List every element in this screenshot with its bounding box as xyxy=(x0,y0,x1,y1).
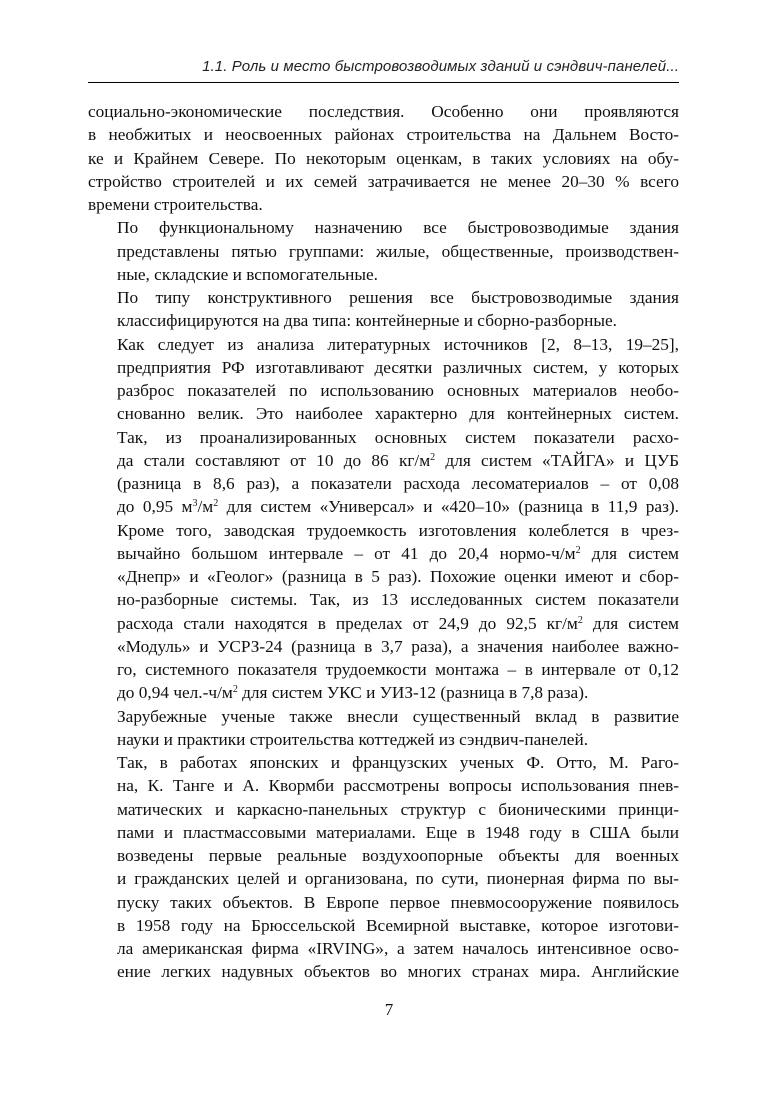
text-line: вычайно большом интервале – от 41 до 20,4 нормо-$ч/м^2$ для систем xyxy=(117,543,679,563)
text-line: го, системного показателя трудоемкости монтажа – в интервале от 0,12 xyxy=(117,660,679,679)
text-line: «Днепр» и «Геолог» (разница в 5 раз). Похожие оценки имеют и сбор- xyxy=(117,567,679,586)
paragraph xyxy=(88,100,679,216)
paragraph xyxy=(88,286,679,333)
text-line: По типу конструктивного решения все быстровозводимые здания xyxy=(117,288,679,307)
header-rule xyxy=(88,82,679,83)
text-line: и гражданских целей и организована, по сути, пионерная фирма по вы- xyxy=(117,869,679,889)
paragraph xyxy=(88,751,679,984)
paragraph xyxy=(88,216,679,286)
text-line: ке и Крайнем Севере. По некоторым оценкам, в таких условиях на обу- xyxy=(88,148,679,168)
text-line: до 0,95 $м^3/м^2$ для систем «Универсал» и «420–10» (разница в 11,9 раз). xyxy=(117,497,679,517)
text-line: в 1958 году на Брюссельской Всемирной выставке, которое изготови- xyxy=(117,915,679,935)
body-text xyxy=(88,100,679,984)
text-line: стройство строителей и их семей затрачивается не менее 20–30 % всего xyxy=(88,171,679,191)
text-line: да стали составляют от 10 до 86 $кг/м^2$ для систем «ТАЙГА» и ЦУБ xyxy=(117,450,679,470)
text-line: до 0,94 $чел.-ч/м^2$ для систем УКС и УИЗ-12 (разница в 7,8 раза). xyxy=(117,683,589,703)
text-line: Как следует из анализа литературных источников [2, 8–13, 19–25], xyxy=(117,334,679,354)
running-head: 1.1. Роль и место быстровозводимых зданий и сэндвич-панелей... xyxy=(202,58,679,75)
text-line: классифицируются на два типа: контейнерные и сборно-разборные. xyxy=(117,311,617,331)
text-line: Зарубежные ученые также внесли существенный вклад в развитие xyxy=(117,706,679,726)
text-line: предприятия РФ изготавливают десятки различных систем, у которых xyxy=(117,357,679,377)
text-line: на, К. Танге и А. Квормби рассмотрены вопросы использования пнев- xyxy=(117,776,679,796)
text-line: но-разборные системы. Так, из 13 исследованных систем показатели xyxy=(117,590,679,610)
text-line: «Модуль» и УСРЗ-24 (разница в 3,7 раза), а значения наиболее важно- xyxy=(117,636,679,656)
text-line: ные, складские и вспомогательные. xyxy=(117,264,378,284)
page-number: 7 xyxy=(384,1000,394,1019)
text-line: снованно велик. Это наиболее характерно для контейнерных систем. xyxy=(117,404,679,424)
paragraph xyxy=(88,705,679,752)
text-line: Так, в работах японских и французских ученых Ф. Отто, М. Раго- xyxy=(117,753,679,772)
paragraph xyxy=(88,333,679,705)
text-line: пами и пластмассовыми материалами. Еще в 1948 году в США были xyxy=(117,822,679,842)
text-line: ла американская фирма «IRVING», а затем началось интенсивное осво- xyxy=(117,939,679,958)
text-line: времени строительства. xyxy=(88,195,263,214)
text-line: возведены первые реальные воздухоопорные объекты для военных xyxy=(117,846,679,865)
text-line: представлены пятью группами: жилые, общественные, производствен- xyxy=(117,241,679,261)
text-line: Кроме того, заводская трудоемкость изготовления колеблется в чрез- xyxy=(117,520,679,540)
text-line: в необжитых и неосвоенных районах строительства на Дальнем Восто- xyxy=(88,125,679,145)
text-line: расхода стали находятся в пределах от 24,9 до 92,5 $кг/м^2$ для систем xyxy=(117,613,679,633)
text-line: По функциональному назначению все быстровозводимые здания xyxy=(117,218,679,238)
text-line: (разница в 8,6 раз), а показатели расхода лесоматериалов – от 0,08 xyxy=(117,474,679,493)
text-line: разброс показателей по использованию основных материалов необо- xyxy=(117,381,679,400)
text-line: матических и каркасно-панельных структур с бионическими принци- xyxy=(117,799,679,819)
text-line: Так, из проанализированных основных систем показатели расхо- xyxy=(117,427,679,447)
text-line: пуску таких объектов. В Европе первое пневмосооружение появилось xyxy=(117,892,679,912)
text-line: социально-экономические последствия. Особенно они проявляются xyxy=(88,102,679,121)
text-line: ение легких надувных объектов во многих странах мира. Английские xyxy=(117,962,679,982)
text-line: науки и практики строительства коттеджей из сэндвич-панелей. xyxy=(117,729,589,749)
